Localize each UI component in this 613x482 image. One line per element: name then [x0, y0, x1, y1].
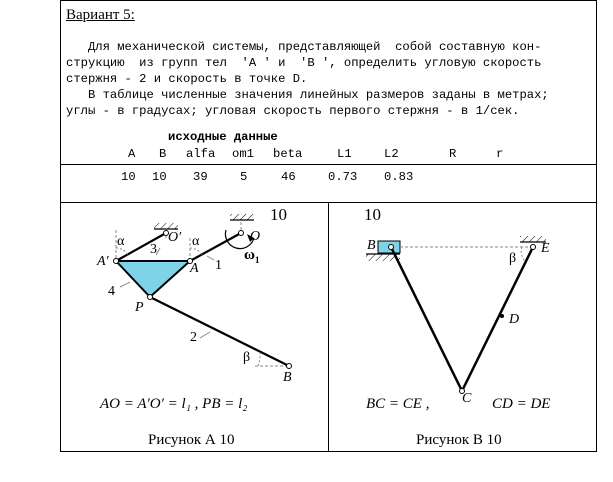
formula-a: AO = A′O′ = l₁ , PB = l₂: [100, 396, 248, 412]
header-r: r: [496, 147, 504, 161]
value-alfa: 39: [193, 170, 208, 184]
label-b-a: B: [283, 370, 292, 385]
text-line-5: углы - в градусах; угловая скорость первого стержня - в 1/сек.: [66, 104, 520, 118]
label-1: 1: [215, 258, 222, 273]
header-beta: beta: [273, 147, 303, 161]
value-B: 10: [152, 170, 167, 184]
label-d: D: [509, 312, 520, 327]
label-p: P: [135, 300, 144, 315]
value-beta: 46: [281, 170, 296, 184]
label-beta-a: β: [243, 350, 251, 365]
label-omega: $\omega_1$: [244, 247, 260, 265]
figure-b-number: 10: [364, 205, 381, 224]
label-alpha-2: α: [192, 234, 200, 249]
label-o: O: [250, 229, 261, 244]
label-2: 2: [190, 330, 197, 345]
support-o: [230, 214, 254, 220]
value-om1: 5: [240, 170, 248, 184]
header-L1: L1: [337, 147, 352, 161]
value-L1: 0.73: [328, 170, 358, 184]
link-2: [150, 297, 289, 366]
label-o-prime: O′: [168, 230, 182, 245]
label-alpha-1: α: [117, 234, 125, 249]
label-a-prime: A′: [97, 254, 109, 269]
text-line-3: стержня - 2 и скорость в точке D.: [66, 72, 308, 86]
text-line-4: В таблице численные значения линейных размеров заданы в метрах;: [66, 88, 549, 102]
triangle-body: [116, 261, 190, 297]
formula-b-left: BC = CE ,: [366, 396, 430, 412]
caption-b: Рисунок В 10: [416, 432, 502, 448]
label-a: A: [190, 261, 199, 276]
formula-b-right: CD = DE: [492, 396, 551, 412]
label-4: 4: [108, 284, 115, 299]
rod-ce: [462, 247, 533, 391]
rod-bc: [391, 247, 462, 391]
label-b-b: B: [367, 238, 376, 253]
header-B: B: [159, 147, 167, 161]
variant-title: Вариант 5:: [66, 7, 135, 23]
value-L2: 0.83: [384, 170, 414, 184]
label-3: 3: [150, 242, 157, 257]
figure-a-number: 10: [270, 205, 287, 224]
value-A: 10: [121, 170, 136, 184]
caption-a: Рисунок А 10: [148, 432, 235, 448]
header-L2: L2: [384, 147, 399, 161]
text-line-2: струкцию из групп тел 'А ' и 'В ', определить угловую скорость: [66, 56, 542, 70]
header-alfa: alfa: [186, 147, 216, 161]
label-beta-b: β: [509, 251, 517, 266]
header-A: A: [128, 147, 136, 161]
table-title: исходные данные: [168, 130, 278, 144]
header-om1: om1: [232, 147, 254, 161]
text-line-1: Для механической системы, представляющей собой составную кон-: [66, 40, 542, 54]
support-o-prime: [154, 223, 178, 229]
label-e: E: [541, 241, 550, 256]
label-c: C: [462, 391, 472, 406]
header-R: R: [449, 147, 457, 161]
